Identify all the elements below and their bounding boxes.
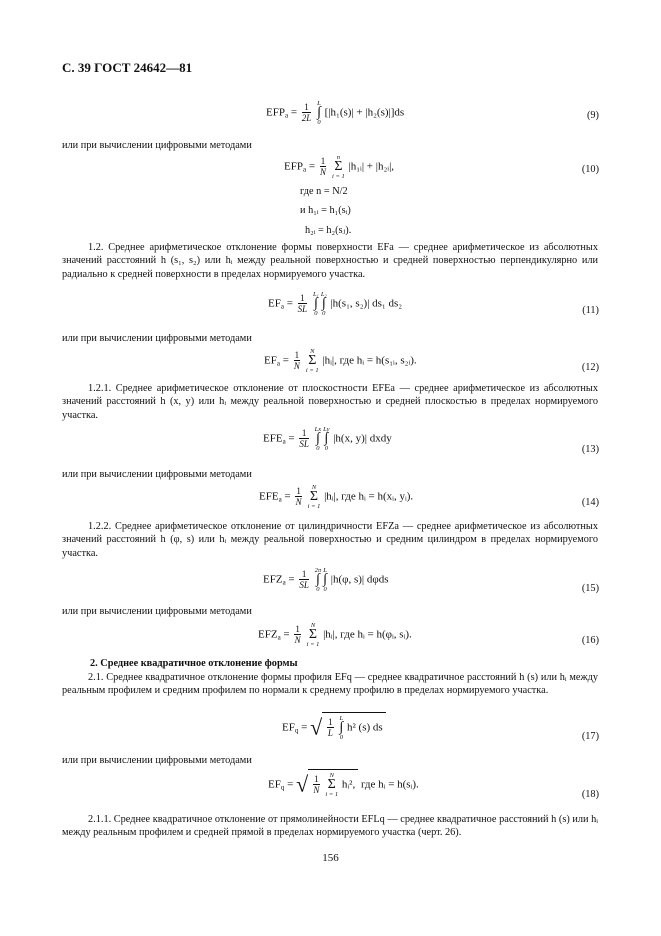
equation-12: $EF_a$ = $\frac{1}{N}$ N Σ i = 1 |hᵢ|, где hᵢ = h(s₁ᵢ, s₂ᵢ).	[264, 348, 417, 374]
equation-10-condition-1: где n = N/2	[300, 186, 348, 197]
equation-17-number: (17)	[581, 731, 599, 742]
equation-11: $EF_a$ = $\frac{1}{SL}$ L₁ ∫ 0 L₂ ∫ 0 |h(s₁, s₂)| ds₁ ds₂	[268, 291, 403, 317]
text-numeric-methods-1: или при вычислении цифровыми методами	[62, 140, 252, 151]
text-numeric-methods-4: или при вычислении цифровыми методами	[62, 606, 252, 617]
page-header: С. 39 ГОСТ 24642—81	[62, 60, 193, 75]
text-numeric-methods-2: или при вычислении цифровыми методами	[62, 333, 252, 344]
paragraph-2-1-1: 2.1.1. Среднее квадратичное отклонение от прямолинейности EFLq — среднее квадратичное расстояний h (s) или hᵢ между реальным профилем и средней прямой в пределах нормируемого участка (черт. 26).	[62, 814, 598, 839]
paragraph-1-2: 1.2. Среднее арифметическое отклонение формы поверхности EFa — среднее арифметическое из абсолютных значений расстояний h (s₁, s₂) или hᵢ между реальной поверхностью и средней поверхностью перпендикулярно или радиально к средней поверхности в пределах нормируемого участка.	[62, 242, 598, 280]
equation-18-number: (18)	[581, 789, 599, 800]
equation-16-number: (16)	[581, 635, 599, 646]
equation-10: $EFP_a$ = $\frac{1}{N}$ n Σ i = 1 |h₁ᵢ| + |h₂ᵢ|,	[284, 154, 395, 180]
equation-13: $EFE_a$ = $\frac{1}{SL}$ Lx ∫ 0 Ly ∫ 0 |h(x, y)| dxdy	[263, 426, 392, 452]
section-2-title: 2. Среднее квадратичное отклонение формы	[90, 658, 298, 669]
equation-13-number: (13)	[581, 444, 599, 455]
equation-18: $EF_q$ = √ $\frac{1}{N}$ N Σ i = 1 hᵢ², где hᵢ = h(sᵢ).	[268, 769, 419, 798]
equation-15: $EFZ_a$ = $\frac{1}{SL}$ 2π ∫ 0 L ∫ 0 |h(φ, s)| dφds	[263, 567, 389, 593]
paragraph-2-1: 2.1. Среднее квадратичное отклонение формы профиля EFq — среднее квадратичное расстояний h (s) или hᵢ между реальным профилем и средним профилем по нормали к среднему профилю в пределах нормируемого участка.	[62, 672, 598, 697]
equation-16: $EFZ_a$ = $\frac{1}{N}$ N Σ i = 1 |hᵢ|, где hᵢ = h(φᵢ, sᵢ).	[258, 622, 412, 648]
equation-9-number: (9)	[586, 110, 599, 121]
equation-9: $EFP_a$ = $\frac{1}{2L}$ L ∫ 0 [|h₁(s)| + |h₂(s)|]ds	[266, 100, 405, 126]
equation-10-condition-2: и h₁ᵢ = h₁(sᵢ)	[300, 205, 351, 216]
equation-10-number: (10)	[581, 164, 599, 175]
paragraph-1-2-1: 1.2.1. Среднее арифметическое отклонение от плоскостности EFEa — среднее арифметическое из абсолютных значений расстояний h (x, y) или hᵢ между реальной поверхностью и средней плоскостью в пределах нормируемого участка.	[62, 383, 598, 421]
equation-17: $EF_q$ = √ $\frac{1}{L}$ L ∫ 0 h² (s) ds	[282, 712, 386, 741]
equation-14-number: (14)	[581, 497, 599, 508]
equation-14: $EFE_a$ = $\frac{1}{N}$ N Σ i = 1 |hᵢ|, где hᵢ = h(xᵢ, yᵢ).	[259, 484, 414, 510]
equation-12-number: (12)	[581, 362, 599, 373]
text-numeric-methods-3: или при вычислении цифровыми методами	[62, 469, 252, 480]
equation-15-number: (15)	[581, 583, 599, 594]
equation-11-number: (11)	[582, 305, 599, 316]
page-number: 156	[322, 852, 339, 864]
text-numeric-methods-5: или при вычислении цифровыми методами	[62, 755, 252, 766]
paragraph-1-2-2: 1.2.2. Среднее арифметическое отклонение от цилиндричности EFZa — среднее арифметическое из абсолютных значений расстояний h (φ, s) или hᵢ между реальной поверхностью и средним цилиндром в пределах нормируемого участка.	[62, 521, 598, 559]
equation-10-condition-3: h₂ᵢ = h₂(sⱼ).	[305, 225, 352, 236]
